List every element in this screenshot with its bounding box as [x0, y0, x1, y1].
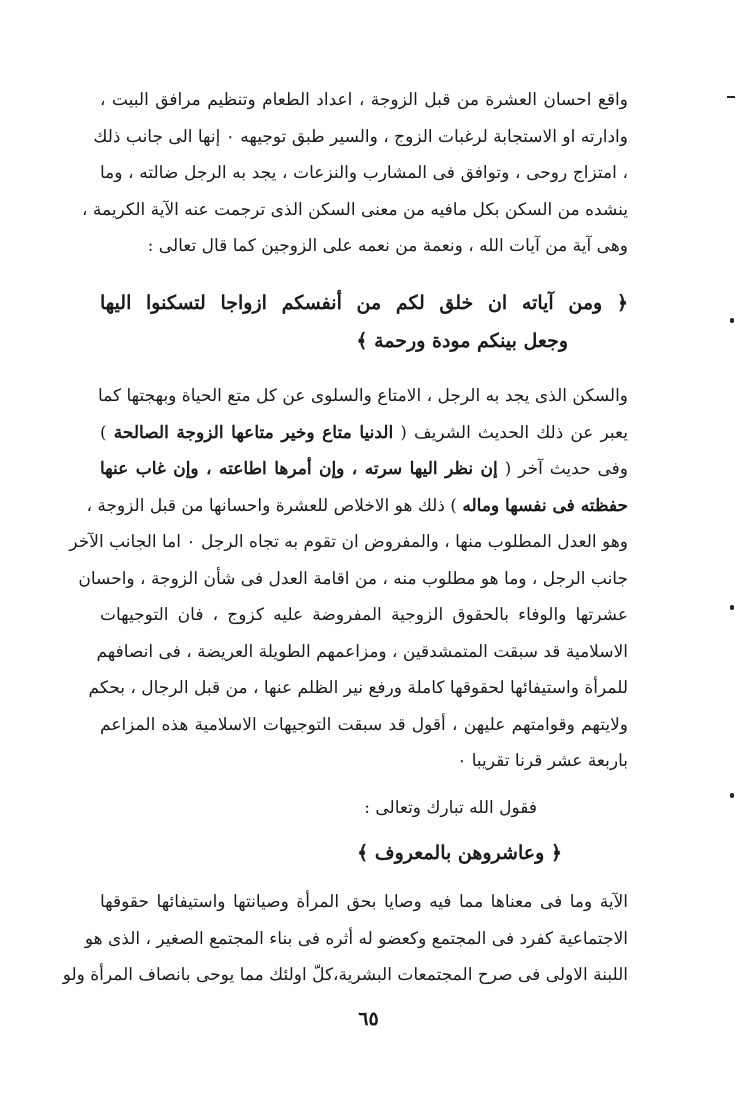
paragraph-line: باربعة عشر قرنا تقريبا ٠ — [457, 751, 628, 771]
paragraph-3 — [62, 884, 628, 994]
paragraph-line: وهى آية من آيات الله ، ونعمة من نعمه على الزوجين كما قال تعالى : — [147, 236, 628, 256]
paragraph-line-hadith-1 — [100, 415, 628, 452]
paragraph-1 — [81, 82, 628, 265]
paragraph-line-hadith-3 — [86, 488, 628, 525]
paragraph-line: للمرأة واستيفائها لحقوقها كاملة ورفع نير الظلم عنها ، من قبل الرجال ، بحكم — [88, 678, 628, 698]
margin-mark-verse — [730, 318, 734, 323]
paragraph-line: ولايتهم وقوامتهم عليهن ، أقول قد سبقت التوجيهات الاسلامية هذه المزاعم — [100, 714, 628, 735]
margin-mark-top — [727, 96, 735, 98]
paragraph-line: الاجتماعية كفرد فى المجتمع وكعضو له أثره فى بناء المجتمع الصغير ، الذى هو — [84, 928, 628, 949]
hadith-open: وفى حديث آخر ( — [497, 459, 628, 479]
hadith-open: يعبر عن ذلك الحديث الشريف ( — [393, 422, 628, 443]
paragraph-line: الاسلامية قد سبقت المتمشدقين ، ومزاعمهم الطويلة العريضة ، فى انصافهم — [96, 641, 628, 662]
verse-intro: فقول الله تبارك وتعالى : — [364, 798, 537, 818]
paragraph-line: وادارته او الاستجابة لرغبات الزوج ، والسير طبق توجيهه ٠ إنها الى جانب ذلك — [93, 126, 628, 147]
verse-line: ﴿ ومن آياته ان خلق لكم من أنفسكم ازواجا لتسكنوا اليها — [100, 292, 628, 314]
hadith-text: الدنيا متاع وخير متاعها الزوجة الصالحة — [113, 422, 394, 443]
paragraph-line: الآية وما فى معناها مما فيه وصايا بحق المرأة وصيانتها واستيفائها حقوقها — [100, 892, 628, 912]
page-number: ٦٥ — [358, 1008, 379, 1030]
paragraph-line: ينشده من السكن بكل مافيه من معنى السكن الذى ترجمت عنه الآية الكريمة ، — [81, 199, 628, 220]
paragraph-line: واقع احسان العشرة من قبل الزوجة ، اعداد الطعام وتنظيم مرافق البيت ، — [100, 90, 628, 110]
hadith-close: ) ذلك هو الاخلاص للعشرة واحسانها من قبل الزوجة ، — [86, 495, 463, 516]
margin-mark-middle — [730, 605, 734, 610]
quran-verse-1 — [100, 284, 628, 360]
paragraph-line: اللبنة الاولى فى صرح المجتمعات البشرية،كلّ اولئك مما يوحى بانصاف المرأة ولو — [62, 965, 628, 985]
quran-verse-2: ﴿ وعاشروهن بالمعروف ﴾ — [357, 842, 562, 864]
paragraph-2 — [69, 378, 628, 780]
paragraph-line: جانب الرجل ، وما هو مطلوب منه ، من اقامة العدل فى شأن الزوجة ، واحسان — [78, 568, 628, 589]
paragraph-line: والسكن الذى يجد به الرجل ، الامتاع والسلوى عن كل متع الحياة وبهجتها كما — [97, 386, 628, 406]
hadith-text: حفظته فى نفسها وماله — [462, 495, 628, 516]
paragraph-line: ، امتزاج روحى ، وتوافق فى المشارب والنزعات ، يجد به الرجل ضالته ، وما — [100, 163, 628, 183]
paragraph-line: عشرتها والوفاء بالحقوق الزوجية المفروضة عليه كزوج ، فان التوجيهات — [100, 605, 628, 625]
verse-line: وجعل بينكم مودة ورحمة ﴾ — [356, 330, 568, 352]
hadith-text: إن نظر اليها سرته ، وإن أمرها اطاعته ، وإن غاب عنها — [100, 459, 498, 479]
paragraph-line: وهو العدل المطلوب منها ، والمفروض ان تقوم به تجاه الرجل ٠ اما الجانب الآخر — [69, 532, 628, 552]
margin-mark-lower — [730, 793, 734, 798]
hadith-close: ) — [100, 422, 114, 443]
paragraph-line-hadith-2 — [100, 451, 628, 488]
